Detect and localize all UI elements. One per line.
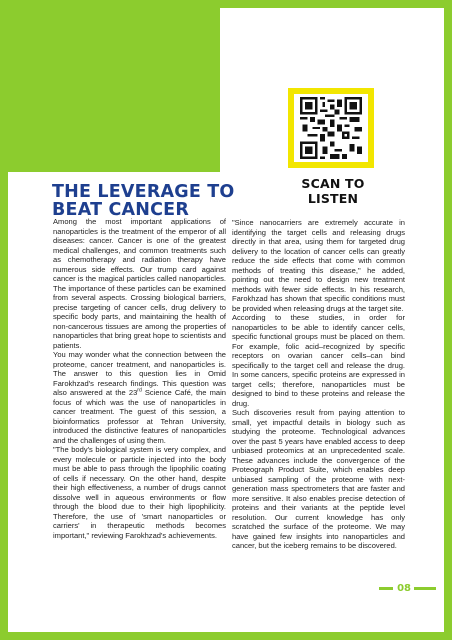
- paragraph: You may wonder what the connection between the proteome, cancer treatment, and nanoparticles is. The answer to this question lies in Omid Farokhzad's research findings. This question was also answered at the 23rd Science Café, the main focus of which was the use of nanoparticles in cancer treatment. The guest of this session, a bioinformatics professor at Tehran University, introduced the distinctive features of nanoparticles and the challenges of using them.: [53, 350, 226, 445]
- paragraph: Among the most important applications of nanoparticles is the treatment of the emperor of all diseases: cancer. Cancer is one of the greatest medical challenges, and common treatments such as chemotherapy and radiation therapy have numerous side effects. Our trump card against cancer is the magical particles called nanoparticles. The importance of these particles can be examined from several aspects. Crossing biological barriers, precise targeting of cancer cells, drug delivery to specific body parts, and maintaining the health of non-cancerous tissues are among the properties of nanoparticles that bring great hope to scientists and patients.: [53, 217, 226, 350]
- page-number: 08: [397, 582, 411, 594]
- qr-code-frame: [288, 88, 374, 168]
- title-line-1: THE LEVERAGE TO: [52, 182, 235, 202]
- paragraph: According to these studies, in order for nanoparticles to be able to identify cancer cells, specific functional groups must be placed on them. For example, folic acid–recognized by specific receptors on ovarian cancer cells–can bind specifically to the target cell and release the drug. In some cancers, specific proteins are expressed in target cells; therefore, nanoparticles must be designed to bind to these proteins and release the drug.: [232, 313, 405, 408]
- right-column: [232, 218, 405, 551]
- paragraph: "Since nanocarriers are extremely accurate in identifying the target cells and releasing drugs directly in that area, using them for targeted drug delivery to the location of cancer cells can greatly reduce the side effects that come with common methods of treating this disease," he added, pointing out the need to design new treatment methods with fewer side effects. In his research, Farokhzad has shown that specific conditions must be provided when releasing drugs at the target site.: [232, 218, 405, 313]
- qr-code-background: [294, 94, 368, 162]
- paragraph: Such discoveries result from paying attention to small, yet impactful details in biology such as studying the proteome. Technological advances over the past 5 years have enabled access to deep unbiased proteomics at an unprecedented scale. These advances include the convergence of the Proteograph Product Suite, which enables deep unbiased sampling of the proteome with next-generation mass spectrometers that are faster and more sensitive. It also enables precise detection of proteins and their variants at the peptide level resolution. Our current knowledge has only scratched the surface of the proteome. We may have gained few insights into nanoparticles and cancer, but the iceberg remains to be discovered.: [232, 408, 405, 550]
- page: [8, 8, 444, 632]
- article-title: [52, 183, 252, 219]
- footer-bar-left: [379, 587, 393, 590]
- green-corner-block: [8, 8, 220, 172]
- left-column: [53, 217, 226, 540]
- title-line-2: BEAT CANCER: [52, 200, 190, 220]
- scan-to-listen-label: SCAN TO LISTEN: [301, 176, 365, 206]
- page-footer: [379, 582, 436, 594]
- paragraph: "The body's biological system is very complex, and every molecule or particle injected into the body must be able to pass through the lipophilic coating of cells if necessary. On the other hand, despite their high effectiveness, a number of drugs cannot dissolve well in aqueous environments or flow through the blood due to their high lipophilicity. Therefore, the use of 'smart nanoparticles or carriers' in therapeutic methods becomes important," reviewing Farokhzad's achievements.: [53, 445, 226, 540]
- qr-code-icon[interactable]: [300, 97, 362, 159]
- footer-bar-right: [414, 587, 436, 590]
